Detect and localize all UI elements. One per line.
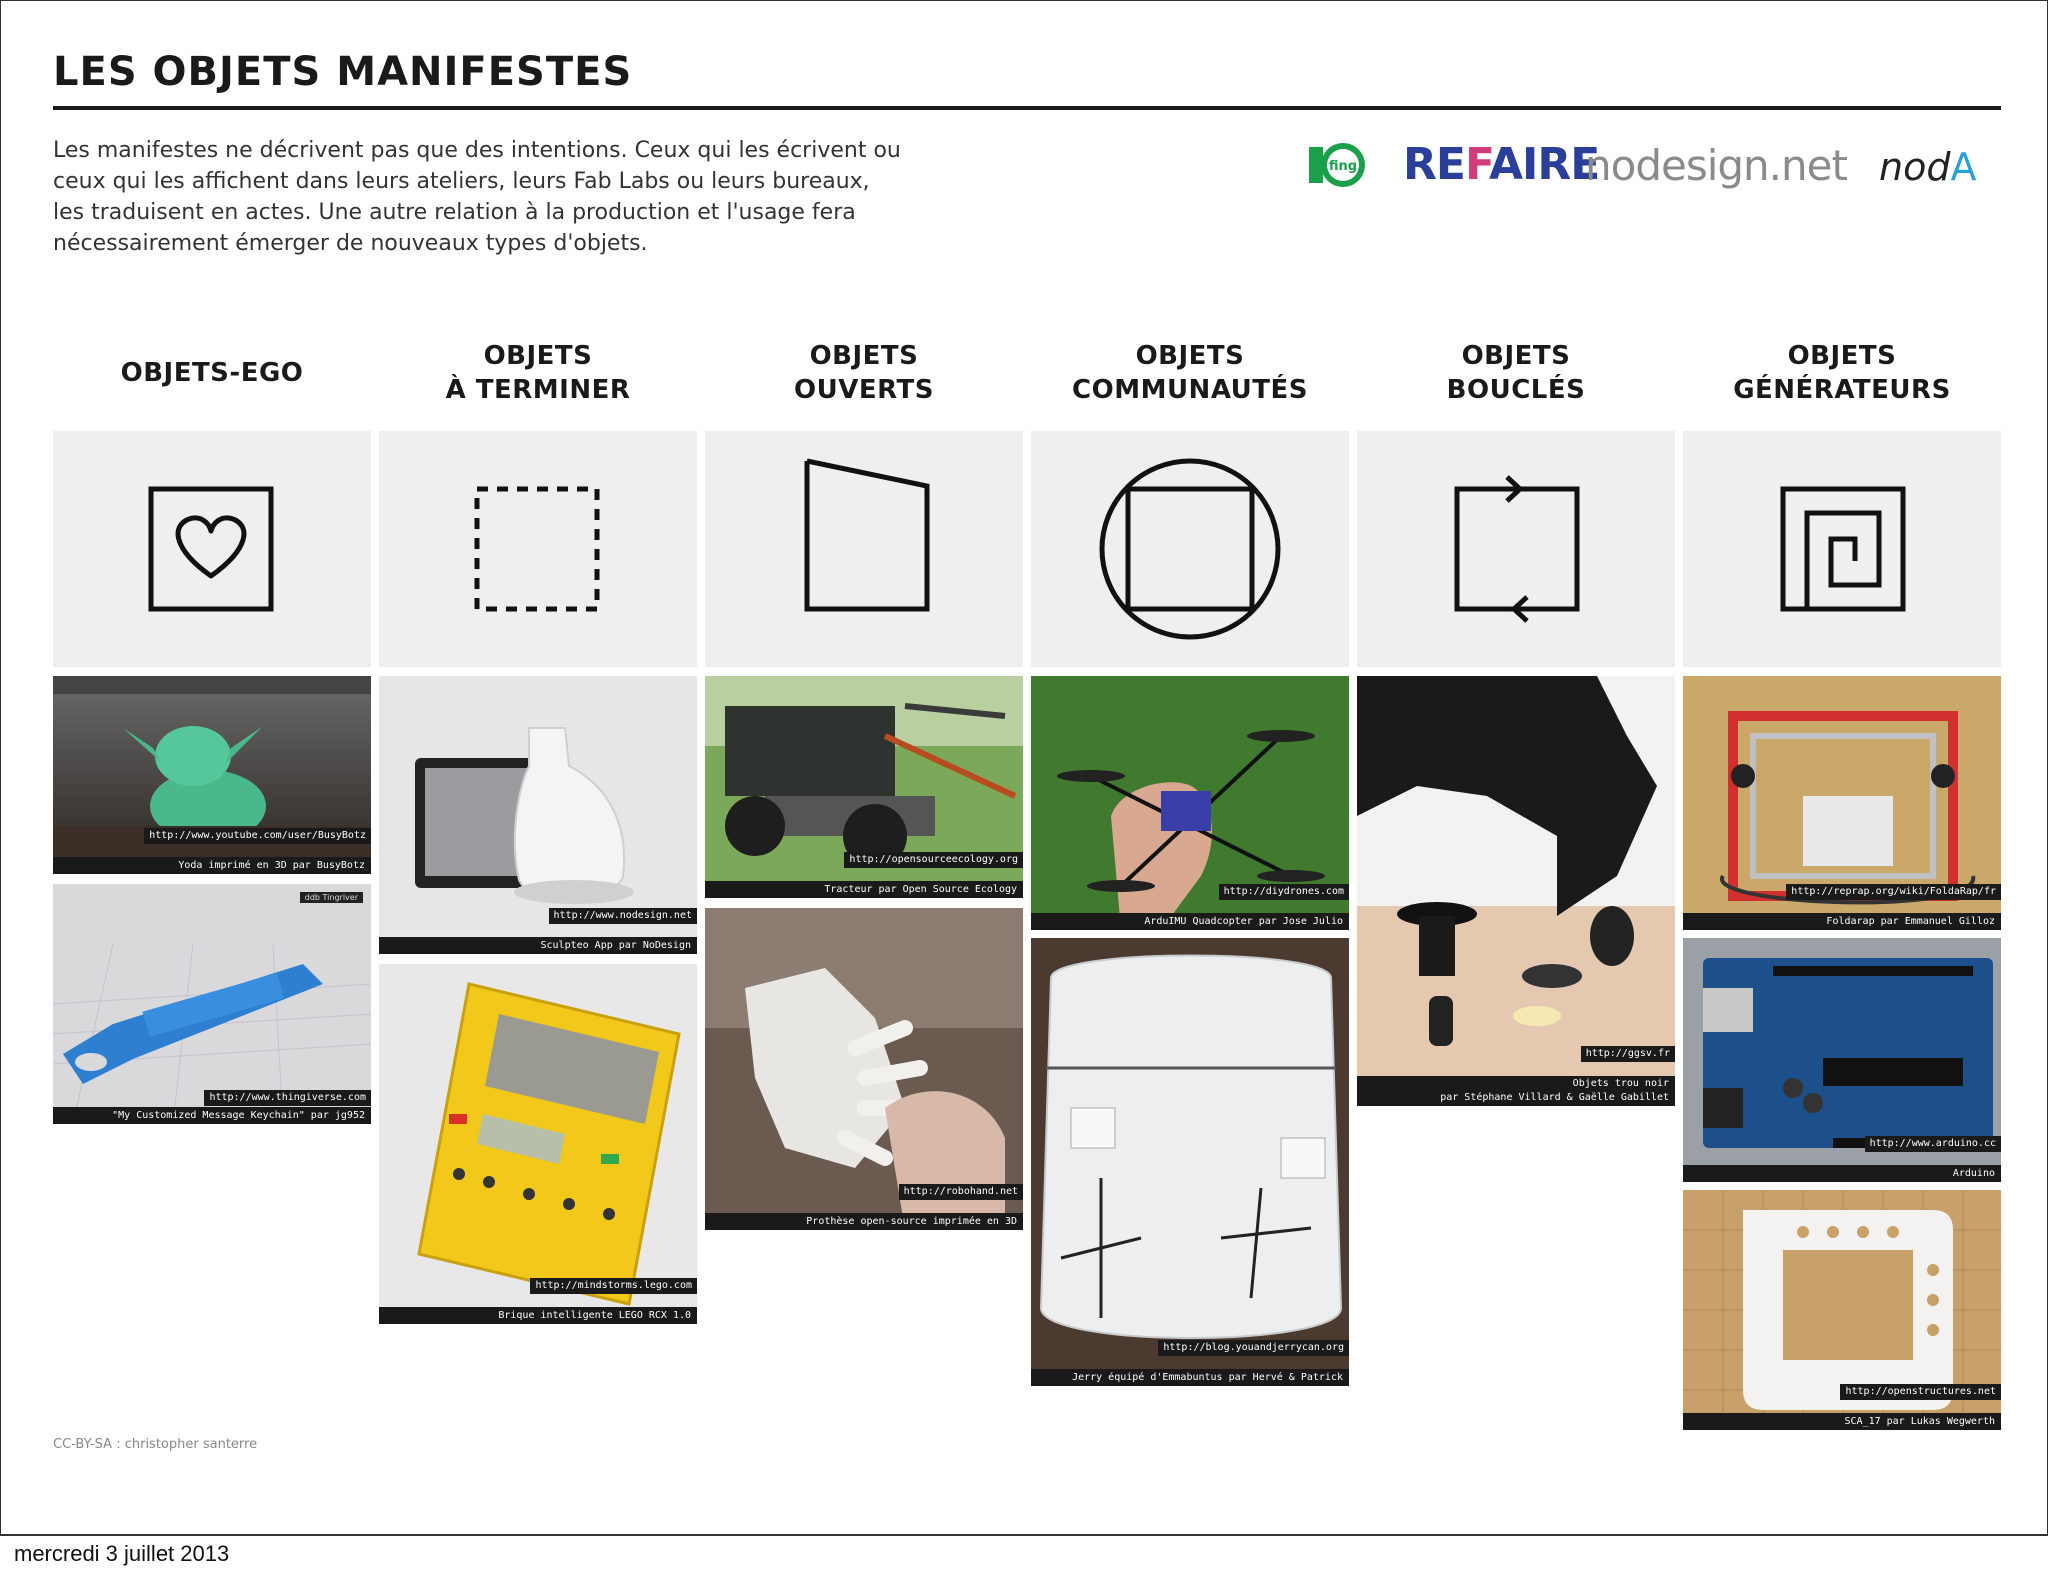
- photo-hand: [705, 908, 1023, 1230]
- photo-url: http://blog.youandjerrycan.org: [1158, 1340, 1349, 1356]
- photo-caption: "My Customized Message Keychain" par jg952: [53, 1107, 371, 1124]
- photo-tractor: [705, 676, 1023, 898]
- photo-ggsv: [1357, 676, 1675, 1106]
- ggsv-image: [1357, 676, 1675, 1106]
- photo-url: http://robohand.net: [899, 1184, 1023, 1200]
- hand-image: [705, 908, 1023, 1230]
- photo-url: http://reprap.org/wiki/FoldaRap/fr: [1786, 884, 2001, 900]
- lego-image: [379, 964, 697, 1324]
- column-heading-ego: OBJETS-EGO: [120, 358, 304, 388]
- photo-url: http://www.nodesign.net: [549, 908, 697, 924]
- intro-line: les traduisent en actes. Une autre relation à la production et l'usage fera: [53, 200, 856, 225]
- keychain-image: [53, 884, 371, 1124]
- circle-square-icon: [1031, 431, 1349, 667]
- intro-line: ceux qui les affichent dans leurs ateliers, leurs Fab Labs ou leurs bureaux,: [53, 169, 870, 194]
- nested-squares-icon: [1683, 431, 2001, 667]
- intro-paragraph: [53, 135, 1013, 259]
- photo-caption: Brique intelligente LEGO RCX 1.0: [379, 1307, 697, 1324]
- title-rule: [53, 106, 2001, 110]
- photo-foldarap: [1683, 676, 2001, 930]
- license-credit: CC-BY-SA : christopher santerre: [53, 1437, 258, 1452]
- photo-caption: Sculpteo App par NoDesign: [379, 937, 697, 954]
- photo-url: http://ggsv.fr: [1581, 1046, 1675, 1062]
- photo-lego: [379, 964, 697, 1324]
- column-heading-communautes: OBJETS COMMUNAUTÉS: [1072, 341, 1308, 405]
- photo-url: http://opensourceecology.org: [844, 852, 1023, 868]
- jerry-image: [1031, 938, 1349, 1386]
- photo-badge: ddb Tingriver: [300, 892, 363, 903]
- photo-url: http://openstructures.net: [1840, 1384, 2001, 1400]
- photo-jerry: [1031, 938, 1349, 1386]
- column-heading-a-terminer: OBJETS À TERMINER: [445, 341, 631, 405]
- photo-url: http://www.thingiverse.com: [204, 1090, 371, 1106]
- dashed-square-icon: [379, 431, 697, 667]
- photo-url: http://mindstorms.lego.com: [530, 1278, 697, 1294]
- photo-caption: ArduIMU Quadcopter par Jose Julio: [1031, 913, 1349, 930]
- photo-url: http://diydrones.com: [1219, 884, 1349, 900]
- photo-caption: Arduino: [1683, 1165, 2001, 1182]
- nodesign-logo: nodesign.net: [1585, 141, 1847, 190]
- yoda-image: [53, 676, 371, 874]
- photo-drone: [1031, 676, 1349, 930]
- photo-caption: Objets trou noir par Stéphane Villard & Gaëlle Gabillet: [1357, 1076, 1675, 1106]
- fing-logo-text: fing: [1328, 159, 1358, 174]
- photo-caption: Yoda imprimé en 3D par BusyBotz: [53, 857, 371, 874]
- photo-caption: Foldarap par Emmanuel Gilloz: [1683, 913, 2001, 930]
- photo-url: http://www.youtube.com/user/BusyBotz: [144, 828, 371, 844]
- slide-date: mercredi 3 juillet 2013: [14, 1541, 230, 1566]
- refaire-logo: REFAIRE: [1403, 139, 1600, 190]
- column-heading-generateurs: OBJETS GÉNÉRATEURS: [1733, 341, 1951, 405]
- loop-square-icon: [1357, 431, 1675, 667]
- photo-sca: [1683, 1190, 2001, 1430]
- photo-arduino: [1683, 938, 2001, 1182]
- partner-logos: [1301, 137, 2001, 193]
- intro-line: nécessairement émerger de nouveaux types d'objets.: [53, 231, 648, 256]
- fing-logo: [1309, 141, 1367, 189]
- photo-caption: Tracteur par Open Source Ecology: [705, 881, 1023, 898]
- photo-caption: Jerry équipé d'Emmabuntus par Hervé & Patrick: [1031, 1369, 1349, 1386]
- page-title: LES OBJETS MANIFESTES: [53, 49, 633, 95]
- photo-caption: SCA_17 par Lukas Wegwerth: [1683, 1413, 2001, 1430]
- column-heading-boucles: OBJETS BOUCLÉS: [1446, 341, 1586, 405]
- noda-logo: nodA: [1879, 145, 1977, 189]
- open-box-icon: [705, 431, 1023, 667]
- photo-yoda: [53, 676, 371, 874]
- photo-keychain: [53, 884, 371, 1124]
- photo-url: http://www.arduino.cc: [1865, 1136, 2001, 1152]
- photo-sculpteo: [379, 676, 697, 954]
- intro-line: Les manifestes ne décrivent pas que des intentions. Ceux qui les écrivent ou: [53, 138, 901, 163]
- column-heading-ouverts: OBJETS OUVERTS: [794, 341, 934, 405]
- heart-square-icon: [53, 431, 371, 667]
- photo-caption: Prothèse open-source imprimée en 3D: [705, 1213, 1023, 1230]
